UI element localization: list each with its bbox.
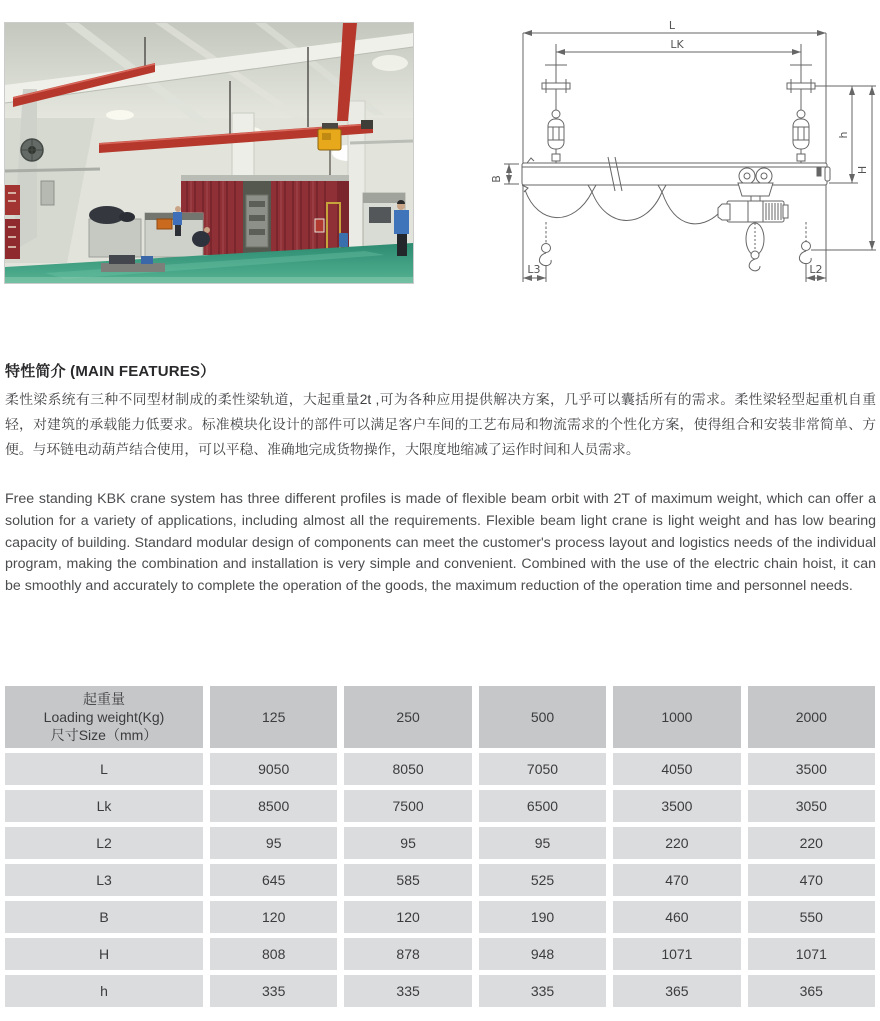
- suspension-left: [542, 62, 570, 163]
- row-label-L: L: [5, 753, 203, 785]
- corner-line-en: Loading weight(Kg): [43, 709, 165, 725]
- hook-left: [539, 222, 551, 282]
- value-h-250: 335: [344, 975, 471, 1007]
- value-h-1000: 365: [613, 975, 740, 1007]
- column-header-2000: 2000: [748, 686, 875, 748]
- value-L3-250: 585: [344, 864, 471, 896]
- workshop-photo: [4, 22, 414, 284]
- row-label-Lk: Lk: [5, 790, 203, 822]
- value-B-125: 120: [210, 901, 337, 933]
- value-H-2000: 1071: [748, 938, 875, 970]
- suspension-right: [787, 62, 815, 163]
- row-label-H: H: [5, 938, 203, 970]
- label-B: B: [490, 175, 503, 183]
- value-L-1000: 4050: [613, 753, 740, 785]
- value-L2-500: 95: [479, 827, 606, 859]
- value-h-500: 335: [479, 975, 606, 1007]
- value-Lk-125: 8500: [210, 790, 337, 822]
- value-B-2000: 550: [748, 901, 875, 933]
- label-L: L: [668, 19, 676, 32]
- value-L3-2000: 470: [748, 864, 875, 896]
- machines-left: [89, 206, 203, 257]
- column-header-1000: 1000: [613, 686, 740, 748]
- value-L2-1000: 220: [613, 827, 740, 859]
- row-label-h: h: [5, 975, 203, 1007]
- value-h-125: 335: [210, 975, 337, 1007]
- features-paragraph-cn: 柔性梁系统有三种不同型材制成的柔性梁轨道，大起重量2t ,可为各种应用提供解决方案，几乎可以囊括所有的需求。柔性梁轻型起重机自重轻，对建筑的承载能力低要求。标准模块化设计的部件可以满足客户车间的工艺布局和物流需求的个性化方案，使得组合和安装非常简单、方便。与环链电动葫芦结合使用，可以平稳、准确地完成货物操作，大限度地缩减了运作时间和人员需求。: [5, 392, 876, 457]
- wall-fan: [21, 139, 43, 161]
- crane-dimension-diagram: [480, 18, 880, 288]
- value-L3-1000: 470: [613, 864, 740, 896]
- value-L3-125: 645: [210, 864, 337, 896]
- value-L2-2000: 220: [748, 827, 875, 859]
- value-H-125: 808: [210, 938, 337, 970]
- value-L-250: 8050: [344, 753, 471, 785]
- festoon-cable: [525, 190, 718, 224]
- label-L2: L2: [809, 263, 823, 276]
- corner-line-cn: 起重量: [83, 691, 125, 707]
- value-L3-500: 525: [479, 864, 606, 896]
- value-L-500: 7050: [479, 753, 606, 785]
- value-Lk-250: 7500: [344, 790, 471, 822]
- label-L3: L3: [527, 263, 541, 276]
- column-header-500: 500: [479, 686, 606, 748]
- label-H: H: [856, 165, 869, 175]
- row-label-L2: L2: [5, 827, 203, 859]
- value-H-1000: 1071: [613, 938, 740, 970]
- value-L-2000: 3500: [748, 753, 875, 785]
- table-corner-header: [5, 686, 203, 748]
- corner-line-size: 尺寸Size（mm）: [50, 727, 158, 743]
- value-H-250: 878: [344, 938, 471, 970]
- label-LK: LK: [670, 38, 684, 51]
- value-B-500: 190: [479, 901, 606, 933]
- crane-beam: [522, 163, 827, 185]
- value-Lk-500: 6500: [479, 790, 606, 822]
- column-header-125: 125: [210, 686, 337, 748]
- value-L2-250: 95: [344, 827, 471, 859]
- features-paragraph-en: Free standing KBK crane system has three different profiles is made of flexible beam orbit with 2T of maximum weight, which can offer a solution for a variety of applications, including almost all the requirements. Flexible beam light crane is light weight and has low bearing capacity of building. Standard modular design of components can meet the customer's process layout and logistics needs of the individual program, making the combination and installation is very simple and convenient. Combined with the use of the electric chain hoist, it can be smoothly and accurately to complete the operation of the goods, the maximum reduction of the operation time and personnel needs.: [5, 491, 876, 595]
- section-heading: 特性简介 (MAIN FEATURES）: [5, 363, 216, 380]
- label-h: h: [837, 131, 850, 139]
- spec-table: [5, 686, 875, 1007]
- column-header-250: 250: [344, 686, 471, 748]
- electric-chain-hoist: [718, 201, 788, 271]
- value-H-500: 948: [479, 938, 606, 970]
- value-L-125: 9050: [210, 753, 337, 785]
- row-label-B: B: [5, 901, 203, 933]
- value-Lk-1000: 3500: [613, 790, 740, 822]
- value-B-250: 120: [344, 901, 471, 933]
- value-Lk-2000: 3050: [748, 790, 875, 822]
- value-L2-125: 95: [210, 827, 337, 859]
- value-B-1000: 460: [613, 901, 740, 933]
- value-h-2000: 365: [748, 975, 875, 1007]
- row-label-L3: L3: [5, 864, 203, 896]
